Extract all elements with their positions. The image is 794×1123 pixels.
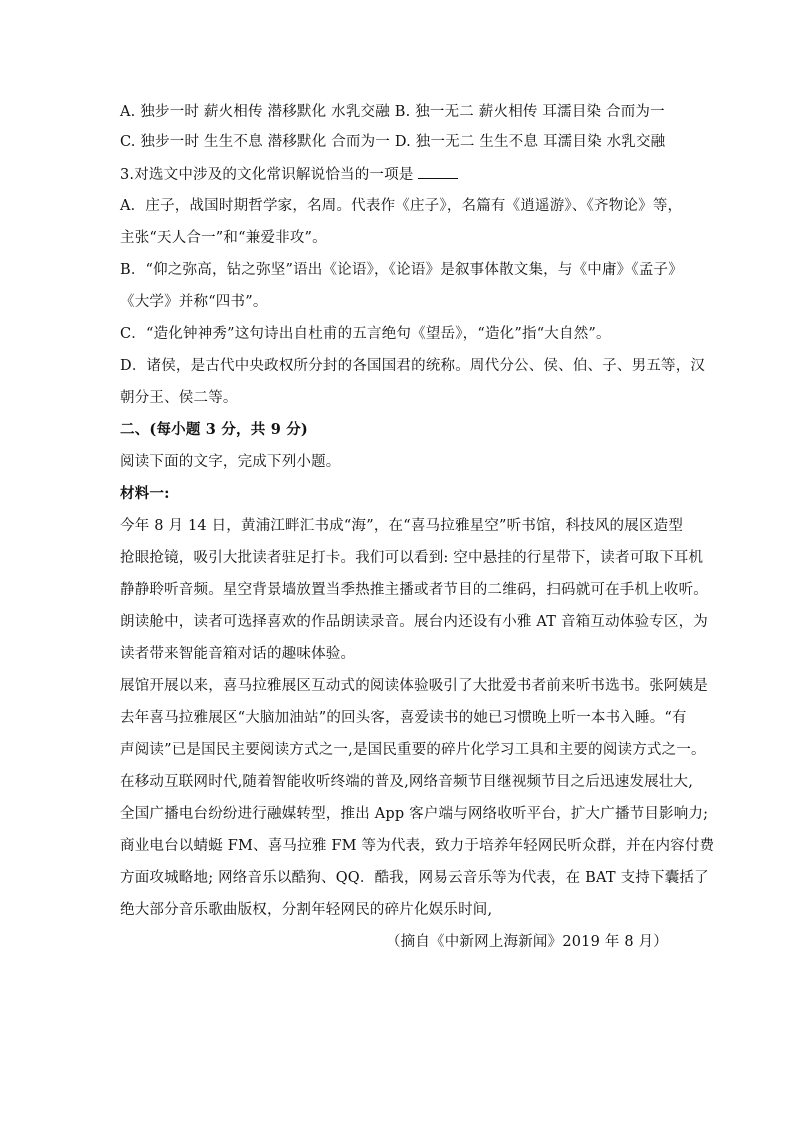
material-1-p2-line: 声阅读”已是国民主要阅读方式之一,是国民重要的碎片化学习工具和主要的阅读方式之一。 [120,742,706,758]
q3-option-c: C．“造化钟神秀”这句诗出自杜甫的五言绝句《望岳》，“造化”指“大自然”。 [120,326,611,342]
material-1-p2-line: 方面攻城略地; 网络音乐以酷狗、QQ．酷我，网易云音乐等为代表，在 BAT 支持下囊括了 [120,870,709,886]
q3-option-b-line-2: 《大学》并称“四书”。 [120,294,268,310]
material-1-p2-line: 在移动互联网时代,随着智能收听终端的普及,网络音频节目继视频节目之后迅速发展壮大, [120,774,694,790]
material-1-source: （摘自《中新网上海新闻》2019 年 8 月） [385,934,668,950]
answer-blank [418,164,458,179]
material-1-p2-line: 商业电台以蜻蜓 FM、喜马拉雅 FM 等为代表，致力于培养年轻网民听众群，并在内容付费 [120,838,715,854]
q3-stem-text: 3.对选文中涉及的文化常识解说恰当的一项是 [120,167,414,183]
q3-option-d-line-1: D．诸侯，是古代中央政权所分封的各国国君的统称。周代分公、侯、伯、子、男五等，汉 [120,358,706,374]
material-1-p1-line: 静静聆听音频。星空背景墙放置当季热推主播或者节目的二维码，扫码就可在手机上收听。 [120,582,708,598]
section-2-heading: 二、(每小题 3 分，共 9 分) [120,421,308,438]
q3-stem [120,164,458,185]
material-1-p2-line: 全国广播电台纷纷进行融媒转型，推出 App 客户端与网络收听平台，扩大广播节目影响力; [120,806,709,822]
reading-instruction: 阅读下面的文字，完成下列小题。 [120,454,341,470]
q2-options-line-1: A. 独步一时 薪火相传 潜移默化 水乳交融 B. 独一无二 薪火相传 耳濡目染 合而为一 [120,104,665,120]
material-1-p1-line: 读者带来智能音箱对话的趣味体验。 [120,646,356,662]
material-1-p1-line: 朗读舱中，读者可选择喜欢的作品朗读录音。展台内还设有小雅 AT 音箱互动体验专区，为 [120,614,708,630]
q2-options-line-2: C. 独步一时 生生不息 潜移默化 合而为一 D. 独一无二 生生不息 耳濡目染 水乳交融 [120,134,666,150]
material-1-p1-line: 今年 8 月 14 日，黄浦江畔汇书成“海”，在“喜马拉雅星空”听书馆，科技风的展区造型 [120,518,684,534]
material-1-p2-line: 展馆开展以来，喜马拉雅展区互动式的阅读体验吸引了大批爱书者前来听书选书。张阿姨是 [120,678,708,694]
q3-option-a-line-2: 主张“天人合一”和“兼爱非攻”。 [120,230,327,246]
material-1-p1-line: 抢眼抢镜，吸引大批读者驻足打卡。我们可以看到: 空中悬挂的行星带下，读者可取下耳机 [120,550,704,566]
q3-option-a-line-1: A．庄子，战国时期哲学家，名周。代表作《庄子》，名篇有《逍遥游》、《齐物论》等， [120,198,683,214]
q3-option-b-line-1: B．“仰之弥高，钻之弥坚”语出《论语》，《论语》是叙事体散文集，与《中庸》《孟子》 [120,262,683,278]
material-1-p2-line: 绝大部分音乐歌曲版权，分割年轻网民的碎片化娱乐时间, [120,902,493,918]
q3-option-d-line-2: 朝分王、侯二等。 [120,390,238,406]
material-1-label: 材料一: [120,485,170,502]
material-1-p2-line: 去年喜马拉雅展区“大脑加油站”的回头客，喜爱读书的她已习惯晚上听一本书入睡。“有 [120,710,687,726]
